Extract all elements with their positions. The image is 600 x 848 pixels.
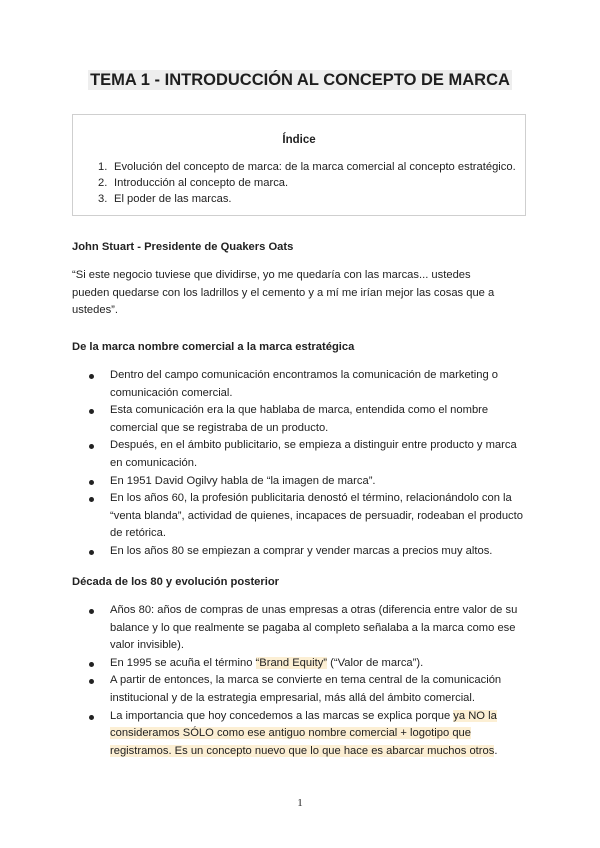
quote-line: pueden quedarse con los ladrillos y el cemento y a mí me irían mejor las cosas que a bbox=[72, 286, 495, 299]
bullet-item: En los años 80 se empiezan a comprar y vender marcas a precios muy altos. bbox=[72, 543, 523, 561]
bullet-icon bbox=[89, 374, 94, 379]
bullet-item: En 1995 se acuña el término “Brand Equity” (“Valor de marca”). bbox=[72, 655, 517, 673]
bullet-icon bbox=[89, 409, 94, 414]
page-number: 1 bbox=[297, 797, 303, 809]
section-heading: Década de los 80 y evolución posterior bbox=[72, 576, 280, 588]
bullet-icon bbox=[89, 715, 94, 720]
index-item-number: 3. bbox=[98, 193, 108, 205]
index-item-text: El poder de las marcas. bbox=[114, 193, 232, 205]
index-item-number: 2. bbox=[98, 177, 108, 189]
bullet-icon bbox=[89, 662, 94, 667]
highlighted-text: ya NO la bbox=[453, 709, 497, 722]
section-heading: De la marca nombre comercial a la marca estratégica bbox=[72, 341, 355, 353]
index-item bbox=[98, 159, 516, 175]
quote-paragraph bbox=[72, 267, 528, 320]
bullet-item: A partir de entonces, la marca se convierte en tema central de la comunicación institucional y de la estrategia empresarial, más allá del ámbito comercial. bbox=[72, 672, 517, 707]
bullet-icon bbox=[89, 444, 94, 449]
quote-line: “Si este negocio tuviese que dividirse, yo me quedaría con las marcas... ustedes bbox=[72, 269, 471, 281]
index-item bbox=[98, 175, 516, 191]
index-list bbox=[98, 159, 516, 207]
highlighted-text: “Brand Equity” bbox=[255, 656, 328, 669]
bullet-item: Dentro del campo comunicación encontramos la comunicación de marketing o comunicación comercial. bbox=[72, 367, 523, 402]
index-box bbox=[72, 114, 526, 216]
highlighted-text: consideramos SÓLO como ese antiguo nombre comercial + logotipo que bbox=[110, 727, 471, 740]
index-item bbox=[98, 191, 516, 207]
bullet-icon bbox=[89, 497, 94, 502]
index-item-text: Introducción al concepto de marca. bbox=[114, 177, 289, 189]
document-title: TEMA 1 - INTRODUCCIÓN AL CONCEPTO DE MARCA bbox=[90, 71, 510, 89]
bullet-icon bbox=[89, 609, 94, 614]
bullet-item: En 1951 David Ogilvy habla de “la imagen de marca”. bbox=[72, 473, 523, 491]
bullet-list bbox=[72, 367, 523, 561]
bullet-item: Después, en el ámbito publicitario, se empieza a distinguir entre producto y marca en comunicación. bbox=[72, 437, 523, 472]
bullet-item: Esta comunicación era la que hablaba de marca, entendida como el nombre comercial que se registraba de un producto. bbox=[72, 402, 523, 437]
bullet-list bbox=[72, 602, 517, 760]
quote-line: ustedes”. bbox=[72, 304, 119, 317]
bullet-icon bbox=[89, 480, 94, 485]
bullet-item: La importancia que hoy concedemos a las marcas se explica porque ya NO la consideramos SÓLO como ese antiguo nombre comercial + logotipo que registramos. Es un concepto nuevo que lo que hace es abarcar muchos otros. bbox=[72, 708, 517, 761]
index-item-text: Evolución del concepto de marca: de la marca comercial al concepto estratégico. bbox=[114, 161, 516, 173]
index-title: Índice bbox=[282, 134, 316, 146]
bullet-icon bbox=[89, 550, 94, 555]
highlighted-text: registramos. Es un concepto nuevo que lo que hace es abarcar muchos otros bbox=[110, 744, 495, 757]
index-item-number: 1. bbox=[98, 161, 108, 173]
bullet-icon bbox=[89, 679, 94, 684]
bullet-item: Años 80: años de compras de unas empresas a otras (diferencia entre valor de su balance y lo que realmente se pagaba al completo señalaba a la marca como ese valor invisible). bbox=[72, 602, 517, 655]
bullet-item: En los años 60, la profesión publicitaria denostó el término, relacionándolo con la “venta blanda”, actividad de quienes, incapaces de persuadir, rodeaban el producto de retórica. bbox=[72, 490, 523, 543]
quote-author: John Stuart - Presidente de Quakers Oats bbox=[72, 241, 294, 253]
